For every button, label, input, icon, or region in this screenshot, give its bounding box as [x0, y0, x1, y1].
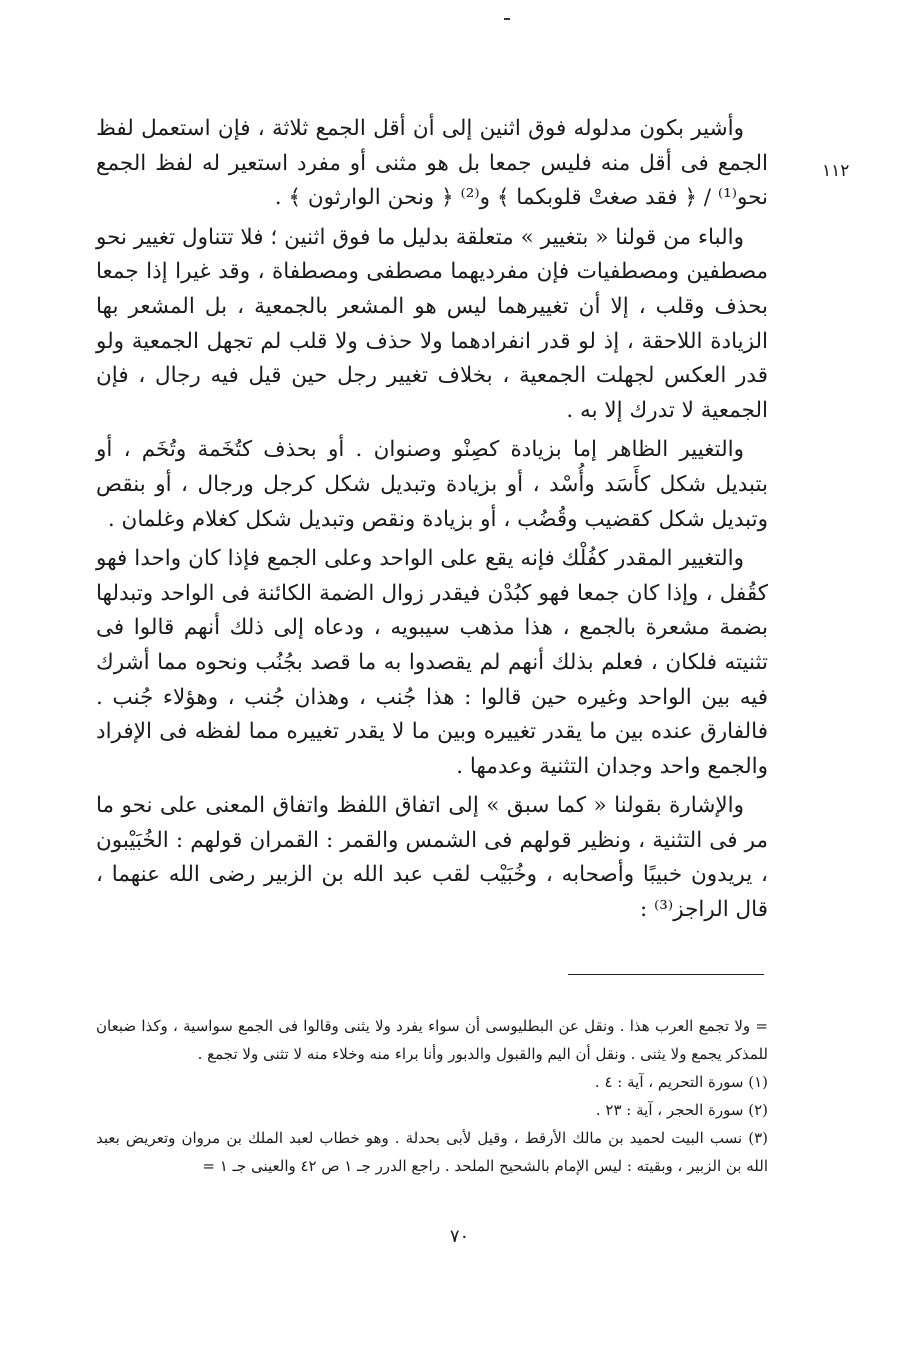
paragraph-5: والإشارة بقولنا « كما سبق » إلى اتفاق اللفظ واتفاق المعنى على نحو ما مر فى التثنية ، ونظير قولهم فى الشمس والقمر : القمران قولهم : الخُبَيْبون ، يريدون خبيبًا وأصحابه ، وخُبَيْب لقب عبد الله بن الزبير رضى الله عنهما ، قال الراجز⁽³⁾ : [96, 793, 768, 923]
footnote-divider [568, 974, 764, 975]
paragraph-4: والتغيير المقدر كفُلْك فإنه يقع على الواحد وعلى الجمع فإذا كان واحدا فهو كقُفل ، وإذا كان جمعا فهو كبُدْن فيقدر زوال الضمة الكائنة فى الواحد وتبدلها بضمة مشعرة بالجمع ، هذا مذهب سيبويه ، ودعاه إلى ذلك أنهم قالوا فى تثنيته فلكان ، فعلم بذلك أنهم لم يقصدوا به ما قصد بجُنُب ونحوه مما أشرك فيه بين الواحد وغيره حين قالوا : هذا جُنب ، وهذان جُنب ، وهؤلاء جُنب . فالفارق عنده بين ما يقدر تغييره وبين ما لا يقدر تغييره مما لفظه فى الإفراد والجمع واحد وجدان التثنية وعدمها . [96, 546, 768, 779]
footnote-continuation: = ولا تجمع العرب هذا . ونقل عن البطليوسى أن سواء يفرد ولا يثنى وقالوا فى الجمع سواسية ، وكذا ضبعان للمذكر يجمع ولا يثنى . ونقل أن اليم والقبول والدبور وأنا براء منه وخلاء منه لا تثنى ولا تجمع . [96, 1017, 768, 1063]
footnotes [96, 1012, 768, 1180]
main-text [96, 112, 768, 933]
footnote-3: (٣) نسب البيت لحميد بن مالك الأرقط ، وقيل لأبى بحدلة . وهو خطاب لعبد الملك بن مروان وتعريض بعبد الله بن الزبير ، وبقيته : ليس الإمام بالشحيح الملحد . راجع الدرر جـ ١ ص ٤٢ والعينى جـ ١ = [96, 1129, 768, 1175]
paragraph-3: والتغيير الظاهر إما بزيادة كصِنْو وصنوان . أو بحذف كتُخَمة وتُخَم ، أو بتبديل شكل كأَسَد وأُسْد ، أو بزيادة وتبديل شكل كرجل ورجال ، أو بنقص وتبديل شكل كقضيب وقُضُب ، أو بزيادة ونقص وتبديل شكل كغلام وغلمان . [96, 437, 768, 532]
paragraph-1: وأشير بكون مدلوله فوق اثنين إلى أن أقل الجمع ثلاثة ، فإن استعمل لفظ الجمع فى أقل منه فليس جمعا بل هو مثنى أو مفرد استعير له لفظ الجمع نحو⁽¹⁾ / ﴿ فقد صغتْ قلوبكما ﴾ و⁽²⁾ ﴿ ونحن الوارثون ﴾ . [96, 116, 768, 211]
page-number: ٧٠ [449, 1226, 470, 1247]
margin-page-number: ١١٢ [822, 161, 850, 181]
footnote-1: (١) سورة التحريم ، آية : ٤ . [594, 1073, 768, 1091]
footnote-2: (٢) سورة الحجر ، آية : ٢٣ . [595, 1101, 768, 1119]
paragraph-2: والباء من قولنا « بتغيير » متعلقة بدليل ما فوق اثنين ؛ فلا تتناول تغيير نحو مصطفين ومصطفيات فإن مفرديهما مصطفى ومصطفاة ، وقد غيرا إذا جمعا بحذف وقلب ، إلا أن تغييرهما ليس هو المشعر بالجمعية ، بل المشعر بها الزيادة اللاحقة ، إذ لو قدر انفرادهما ولا حذف ولا قلب لم تجهل الجمعية ولو قدر العكس لجهلت الجمعية ، بخلاف تغيير رجل حين قيل فيه رجال ، فإن الجمعية لا تدرك إلا به . [96, 224, 768, 423]
top-mark [504, 18, 510, 20]
